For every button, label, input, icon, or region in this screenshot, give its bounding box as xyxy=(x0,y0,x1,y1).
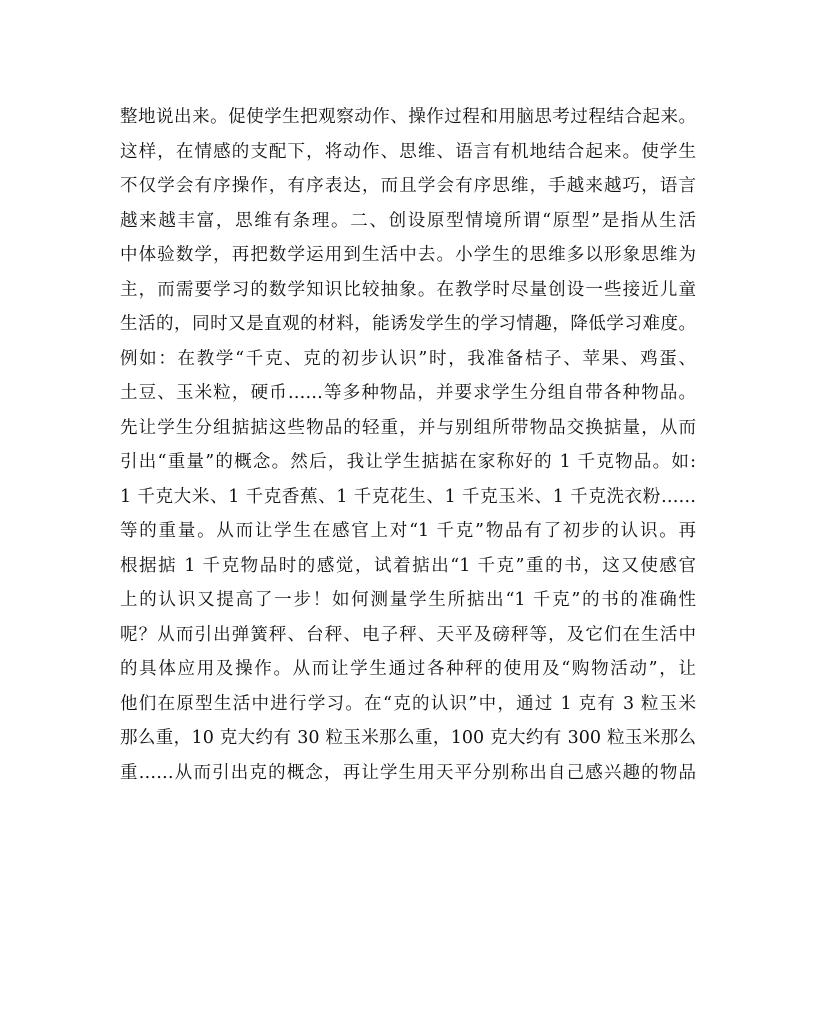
text-line: 先让学生分组掂掂这些物品的轻重，并与别组所带物品交换掂量，从而 xyxy=(120,417,696,438)
text-line: 上的认识又提高了一步！如何测量学生所掂出“1 千克”的书的准确性 xyxy=(120,590,696,610)
text-line: 土豆、玉米粒，硬币……等多种物品，并要求学生分组自带各种物品。 xyxy=(120,383,696,403)
text-line: 重……从而引出克的概念，再让学生用天平分别称出自己感兴趣的物品 xyxy=(120,762,696,783)
text-line: 中体验数学，再把数学运用到生活中去。小学生的思维多以形象思维为 xyxy=(120,245,696,265)
text-line: 这样，在情感的支配下，将动作、思维、语言有机地结合起来。使学生 xyxy=(120,141,696,162)
text-line: 生活的，同时又是直观的材料，能诱发学生的学习情趣，降低学习难度。 xyxy=(120,314,696,334)
text-line: 例如：在教学“千克、克的初步认识”时，我准备桔子、苹果、鸡蛋、 xyxy=(120,348,696,369)
text-line: 他们在原型生活中进行学习。在“克的认识”中，通过 1 克有 3 粒玉米 xyxy=(120,693,696,714)
text-line: 整地说出来。促使学生把观察动作、操作过程和用脑思考过程结合起来。 xyxy=(120,107,696,127)
body-paragraph xyxy=(120,100,696,790)
text-line: 呢？从而引出弹簧秤、台秤、电子秤、天平及磅秤等，及它们在生活中 xyxy=(120,624,696,645)
text-line: 1 千克大米、1 千克香蕉、1 千克花生、1 千克玉米、1 千克洗衣粉…… xyxy=(120,486,696,507)
text-line: 那么重，10 克大约有 30 粒玉米那么重，100 克大约有 300 粒玉米那么 xyxy=(120,728,696,748)
text-line: 主，而需要学习的数学知识比较抽象。在教学时尽量创设一些接近儿童 xyxy=(120,279,696,300)
text-line: 等的重量。从而让学生在感官上对“1 千克”物品有了初步的认识。再 xyxy=(120,521,696,541)
text-line: 根据掂 1 千克物品时的感觉，试着掂出“1 千克”重的书，这又使感官 xyxy=(120,555,696,576)
text-line: 不仅学会有序操作，有序表达，而且学会有序思维，手越来越巧，语言 xyxy=(120,176,696,196)
text-line: 引出“重量”的概念。然后，我让学生掂掂在家称好的 1 千克物品。如: xyxy=(120,452,696,472)
text-line: 越来越丰富，思维有条理。二、创设原型情境所谓“原型”是指从生活 xyxy=(120,210,696,231)
text-line: 的具体应用及操作。从而让学生通过各种秤的使用及“购物活动”，让 xyxy=(120,659,696,679)
